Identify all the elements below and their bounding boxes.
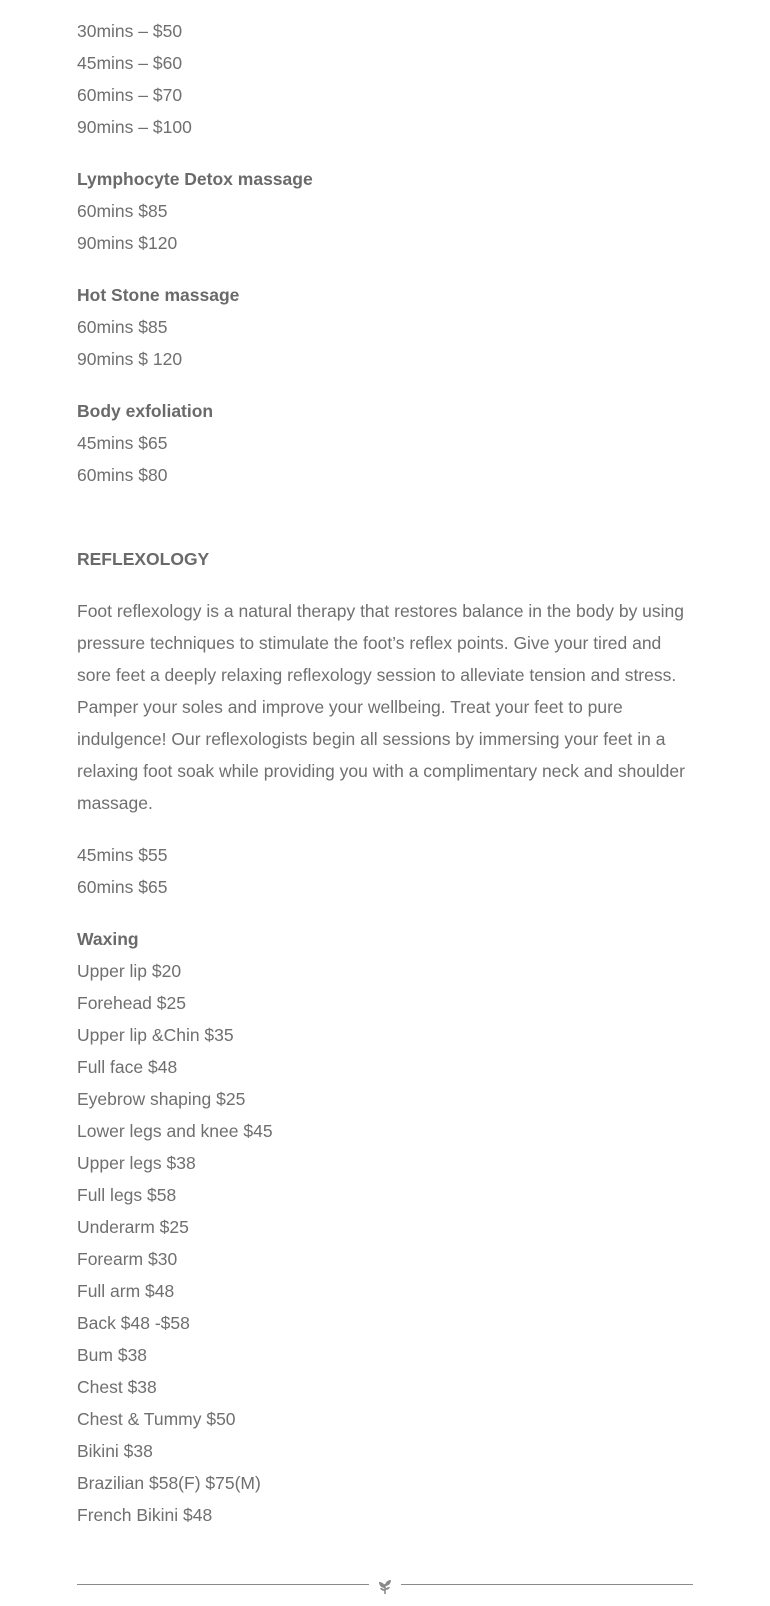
waxing-title: Waxing (77, 929, 139, 949)
reflexology-price: 45mins $55 (77, 845, 168, 865)
waxing-item: Forehead $25 (77, 993, 186, 1013)
body-exfoliation-group (77, 395, 693, 491)
hot-stone-group (77, 279, 693, 375)
waxing-item: Full face $48 (77, 1057, 178, 1077)
waxing-item: Underarm $25 (77, 1217, 189, 1237)
hot-stone-price: 90mins $ 120 (77, 349, 183, 369)
hot-stone-price: 60mins $85 (77, 317, 168, 337)
lymphocyte-detox-price: 60mins $85 (77, 201, 168, 221)
lymphocyte-detox-title: Lymphocyte Detox massage (77, 169, 313, 189)
massage-price: 90mins – $100 (77, 117, 192, 137)
massage-price: 60mins – $70 (77, 85, 183, 105)
waxing-item: Upper legs $38 (77, 1153, 196, 1173)
waxing-item: Back $48 -$58 (77, 1313, 190, 1333)
waxing-item: Bum $38 (77, 1345, 148, 1365)
body-exfoliation-price: 60mins $80 (77, 465, 168, 485)
waxing-item: Full arm $48 (77, 1281, 175, 1301)
lymphocyte-detox-group (77, 163, 693, 259)
waxing-item: Chest $38 (77, 1377, 157, 1397)
body-exfoliation-title: Body exfoliation (77, 401, 214, 421)
body-exfoliation-price: 45mins $65 (77, 433, 168, 453)
divider-rule-right (401, 1584, 693, 1585)
divider-rule-left (77, 1584, 369, 1585)
section-divider (77, 1574, 693, 1594)
massage-price-group (77, 15, 693, 143)
waxing-group (77, 923, 693, 1531)
reflexology-description: Foot reflexology is a natural therapy that restores balance in the body by using pressure techniques to stimulate the foot’s reflex points. Give your tired and sore feet a deeply relaxing reflexology session to alleviate tension and stress. Pamper your soles and improve your wellbeing. Treat your feet to pure indulgence! Our reflexologists begin all sessions by immersing your feet in a relaxing foot soak while providing you with a complimentary neck and shoulder massage. (77, 601, 685, 813)
waxing-item: Upper lip &Chin $35 (77, 1025, 234, 1045)
waxing-item: Forearm $30 (77, 1249, 178, 1269)
massage-price: 30mins – $50 (77, 21, 183, 41)
waxing-item: Lower legs and knee $45 (77, 1121, 273, 1141)
price-list (77, 15, 693, 1551)
waxing-item: Brazilian $58(F) $75(M) (77, 1473, 261, 1493)
waxing-item: French Bikini $48 (77, 1505, 213, 1525)
waxing-item: Upper lip $20 (77, 961, 182, 981)
waxing-item: Bikini $38 (77, 1441, 153, 1461)
hot-stone-title: Hot Stone massage (77, 285, 240, 305)
leaf-icon (375, 1574, 395, 1594)
massage-price: 45mins – $60 (77, 53, 183, 73)
waxing-item: Eyebrow shaping $25 (77, 1089, 246, 1109)
waxing-item: Full legs $58 (77, 1185, 177, 1205)
reflexology-price: 60mins $65 (77, 877, 168, 897)
reflexology-price-group (77, 839, 693, 903)
lymphocyte-detox-price: 90mins $120 (77, 233, 178, 253)
waxing-item: Chest & Tummy $50 (77, 1409, 236, 1429)
reflexology-title: REFLEXOLOGY (77, 549, 210, 569)
